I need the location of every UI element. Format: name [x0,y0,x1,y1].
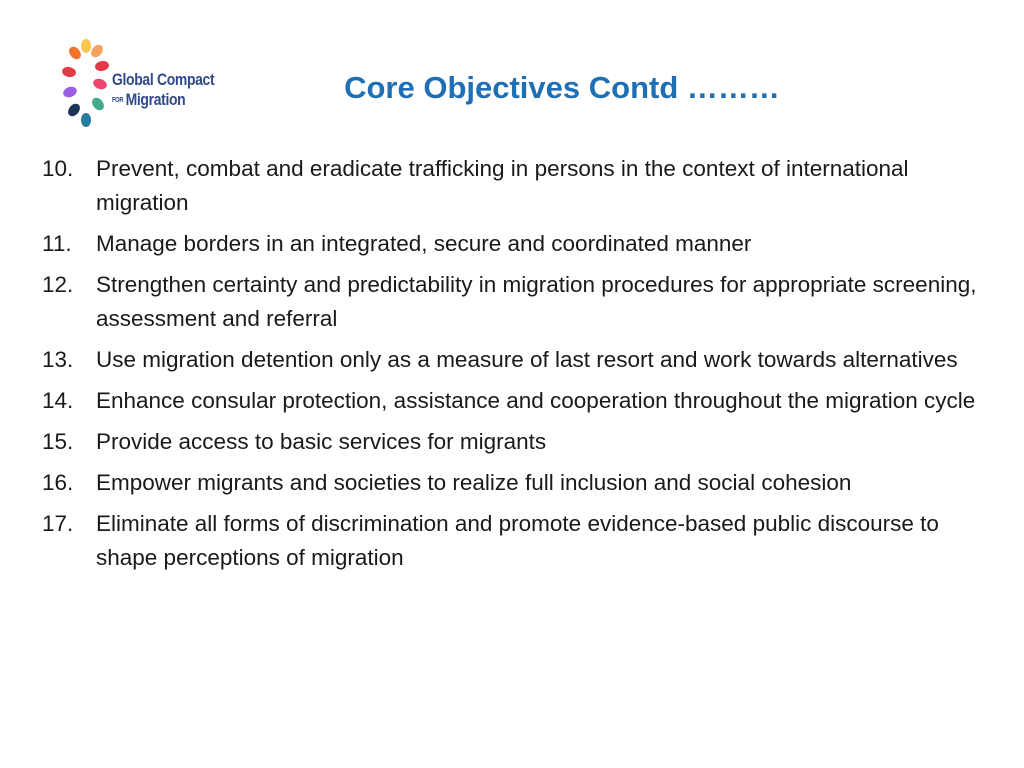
global-compact-logo [62,38,215,130]
logo-figure [67,44,84,61]
objective-text: Empower migrants and societies to realize full inclusion and social cohesion [96,470,852,495]
logo-figure [66,101,83,118]
logo-for: FOR [112,97,124,105]
objective-item [42,507,992,575]
objective-text: Provide access to basic services for migrants [96,429,547,454]
logo-figure [62,66,77,78]
objective-number: 13. [42,347,74,372]
objective-number: 10. [42,156,74,181]
slide-title: Core Objectives Contd ……… [344,70,780,105]
objective-text: Enhance consular protection, assistance and cooperation throughout the migration cycle [96,388,976,413]
logo-figure [89,42,106,59]
logo-figure [90,95,107,112]
objectives-list [42,152,992,582]
objective-text: Eliminate all forms of discrimination and promote evidence-based public discourse to shape perceptions of migration [96,511,939,570]
objective-number: 16. [42,470,74,495]
logo-wordmark [112,71,214,109]
logo-figure [94,60,110,72]
logo-figure [92,77,109,91]
objective-text: Manage borders in an integrated, secure and coordinated manner [96,231,752,256]
objective-number: 17. [42,511,74,536]
objective-number: 11. [42,231,72,256]
objective-item [42,425,992,459]
objective-text: Prevent, combat and eradicate trafficking in persons in the context of international migration [96,156,909,215]
logo-figure [81,113,91,127]
logo-line-global-compact: Global Compact [112,70,215,89]
logo-figure [62,85,78,99]
objective-item [42,384,992,418]
objective-text: Strengthen certainty and predictability in migration procedures for appropriate screening, assessment and referral [96,272,977,331]
logo-figures [62,39,110,127]
people-circle-icon [62,38,110,130]
objective-item [42,466,992,500]
objective-item [42,268,992,336]
logo-figure [81,39,91,53]
objective-item [42,343,992,377]
objective-number: 12. [42,272,74,297]
logo-migration: Migration [125,90,186,109]
objective-number: 15. [42,429,74,454]
objective-number: 14. [42,388,74,413]
objective-text: Use migration detention only as a measure of last resort and work towards alternatives [96,347,958,372]
objective-item [42,152,992,220]
objective-item [42,227,992,261]
